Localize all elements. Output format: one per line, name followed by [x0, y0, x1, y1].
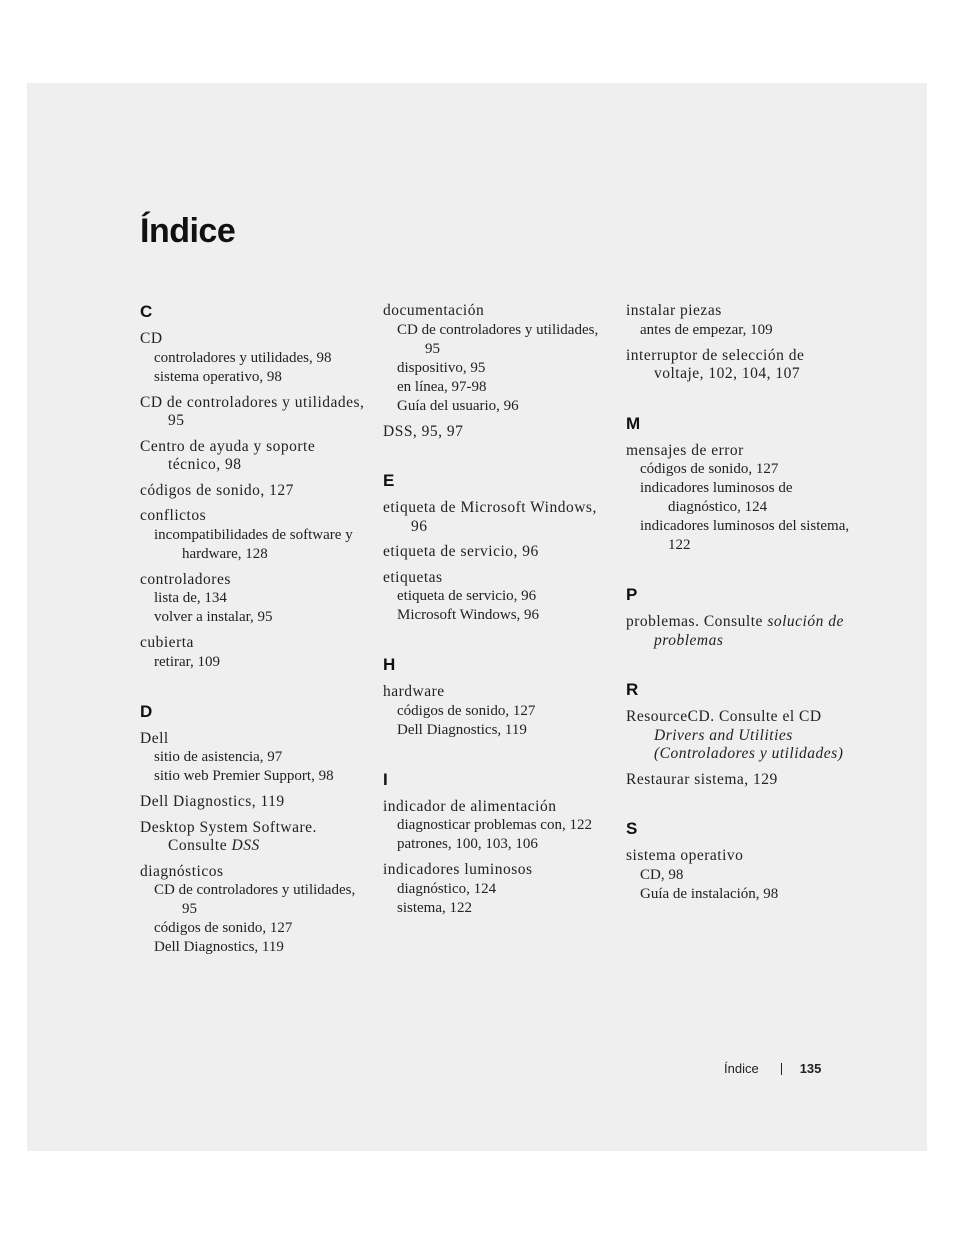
index-term [626, 347, 856, 384]
index-entry [140, 730, 370, 787]
index-term [383, 499, 613, 536]
index-letter-heading: D [140, 701, 153, 721]
index-subentry: incompatibilidades de software y hardware, 128 [154, 526, 353, 562]
index-term [140, 793, 370, 812]
index-subentry: códigos de sonido, 127 [640, 461, 779, 477]
index-entry [140, 819, 370, 856]
index-term-text: indicadores luminosos [383, 861, 533, 878]
index-term-reference: DSS [231, 837, 260, 854]
index-subentry: Dell Diagnostics, 119 [154, 939, 284, 955]
index-term-text: etiqueta de servicio, 96 [383, 543, 539, 560]
index-term [140, 482, 370, 501]
index-subentry: retirar, 109 [154, 653, 221, 670]
index-term [140, 507, 370, 526]
index-letter-heading: M [626, 413, 641, 433]
index-subentry: Microsoft Windows, 96 [397, 607, 540, 623]
index-term [140, 571, 370, 590]
index-letter-heading: I [383, 769, 388, 789]
index-column-2 [383, 302, 613, 925]
index-subentry: sitio web Premier Support, 98 [154, 768, 334, 784]
index-term-reference: solución de problemas [654, 613, 844, 649]
index-entry [383, 499, 613, 536]
index-term [140, 863, 370, 882]
index-entry [626, 613, 856, 650]
index-term-text: documentación [383, 302, 485, 319]
index-term-text: conflictos [140, 507, 207, 524]
index-term [626, 771, 856, 790]
index-entry [383, 302, 613, 416]
page-footer [724, 1061, 821, 1076]
footer-section: Índice [724, 1061, 759, 1076]
index-term-text: DSS, 95, 97 [383, 422, 464, 440]
index-subentry: en línea, 97-98 [397, 378, 487, 395]
index-term-text: problemas. Consulte [626, 613, 768, 630]
index-term [383, 423, 613, 442]
index-term [383, 302, 613, 321]
index-subentry: lista de, 134 [154, 590, 227, 606]
index-term [383, 569, 613, 588]
index-entry [140, 482, 370, 501]
index-column-3 [626, 302, 856, 911]
index-subentry: códigos de sonido, 127 [397, 702, 536, 719]
index-letter-heading: E [383, 471, 395, 490]
index-term-text: CD de controladores y utilidades, 95 [140, 393, 365, 429]
index-letter-heading: R [626, 680, 639, 699]
index-subentry: patrones, 100, 103, 106 [397, 836, 538, 852]
index-subentry: diagnosticar problemas con, 122 [397, 817, 592, 833]
index-term-text: Centro de ayuda y soporte técnico, 98 [140, 437, 316, 473]
index-term-reference: Drivers and Utilities (Controladores y utilidades) [654, 726, 844, 762]
index-term [140, 438, 370, 475]
index-term-text: Dell [140, 729, 169, 747]
index-entry [140, 507, 370, 564]
index-subentry: antes de empezar, 109 [640, 321, 773, 338]
index-letter-heading: S [626, 819, 638, 838]
index-term-text: controladores [140, 570, 231, 588]
index-entry [140, 394, 370, 431]
index-term [140, 330, 370, 349]
index-term [140, 634, 370, 653]
index-term-text: diagnósticos [140, 862, 224, 880]
index-term-text: instalar piezas [626, 302, 722, 319]
index-term-text: interruptor de selección de voltaje, 102, 104, 107 [626, 346, 805, 382]
page-title: Índice [140, 212, 236, 250]
index-entry [626, 771, 856, 790]
index-term-text: etiquetas [383, 568, 443, 586]
index-subentry: códigos de sonido, 127 [154, 920, 293, 936]
index-term [383, 683, 613, 702]
index-term-text: códigos de sonido, 127 [140, 481, 294, 499]
index-entry [626, 708, 856, 764]
index-term [383, 861, 613, 880]
index-subentry: CD de controladores y utilidades, 95 [397, 321, 599, 357]
index-entry [383, 569, 613, 626]
index-subentry: dispositivo, 95 [397, 359, 486, 376]
page-number: 135 [799, 1061, 822, 1076]
index-letter-heading: H [383, 655, 396, 674]
index-term-text: cubierta [140, 634, 194, 651]
index-term [626, 442, 856, 461]
index-term [626, 302, 856, 321]
index-letter-heading: C [140, 302, 153, 321]
index-entry [140, 634, 370, 672]
index-entry [626, 347, 856, 384]
index-subentry: indicadores luminosos del sistema, 122 [640, 518, 850, 553]
index-subentry: Guía del usuario, 96 [397, 397, 519, 414]
index-entry [383, 423, 613, 442]
index-entry [383, 798, 613, 855]
index-term-text: CD [140, 330, 163, 347]
index-term [140, 730, 370, 749]
index-subentry: Dell Diagnostics, 119 [397, 721, 527, 738]
index-subentry: Guía de instalación, 98 [640, 885, 779, 902]
index-entry [626, 847, 856, 904]
index-entry [140, 793, 370, 812]
index-subentry: etiqueta de servicio, 96 [397, 588, 537, 604]
index-subentry: sitio de asistencia, 97 [154, 749, 283, 765]
index-subentry: sistema, 122 [397, 899, 472, 916]
index-entry [140, 438, 370, 475]
index-term [383, 543, 613, 562]
index-entry [383, 683, 613, 740]
index-subentry: CD, 98 [640, 866, 684, 883]
index-term-text: ResourceCD. Consulte el CD [626, 708, 822, 725]
index-subentry: diagnóstico, 124 [397, 880, 497, 897]
index-term-text: etiqueta de Microsoft Windows, 96 [383, 499, 597, 535]
index-term [383, 798, 613, 817]
index-subentry: volver a instalar, 95 [154, 609, 273, 625]
index-entry [140, 571, 370, 628]
index-subentry: indicadores luminosos de diagnóstico, 124 [640, 480, 793, 515]
index-entry [626, 442, 856, 556]
index-entry [140, 863, 370, 958]
index-subentry: controladores y utilidades, 98 [154, 349, 332, 366]
index-entry [383, 861, 613, 918]
footer-divider [781, 1063, 782, 1075]
index-term-text: Restaurar sistema, 129 [626, 770, 778, 788]
index-entry [383, 543, 613, 562]
index-subentry: CD de controladores y utilidades, 95 [154, 882, 356, 917]
index-term-text: sistema operativo [626, 847, 744, 864]
index-subentry: sistema operativo, 98 [154, 368, 282, 385]
index-term [626, 847, 856, 866]
index-term-text: Desktop System Software. Consulte [140, 818, 317, 854]
index-entry [140, 330, 370, 387]
index-term-text: hardware [383, 683, 445, 700]
index-term [140, 394, 370, 431]
index-term-text: indicador de alimentación [383, 797, 557, 815]
index-term-text: Dell Diagnostics, 119 [140, 793, 285, 810]
index-term-text: mensajes de error [626, 441, 744, 459]
index-entry [626, 302, 856, 340]
index-letter-heading: P [626, 585, 638, 604]
index-term [626, 708, 856, 764]
index-term [626, 613, 856, 650]
index-term [140, 819, 370, 856]
index-column-1 [140, 302, 370, 964]
